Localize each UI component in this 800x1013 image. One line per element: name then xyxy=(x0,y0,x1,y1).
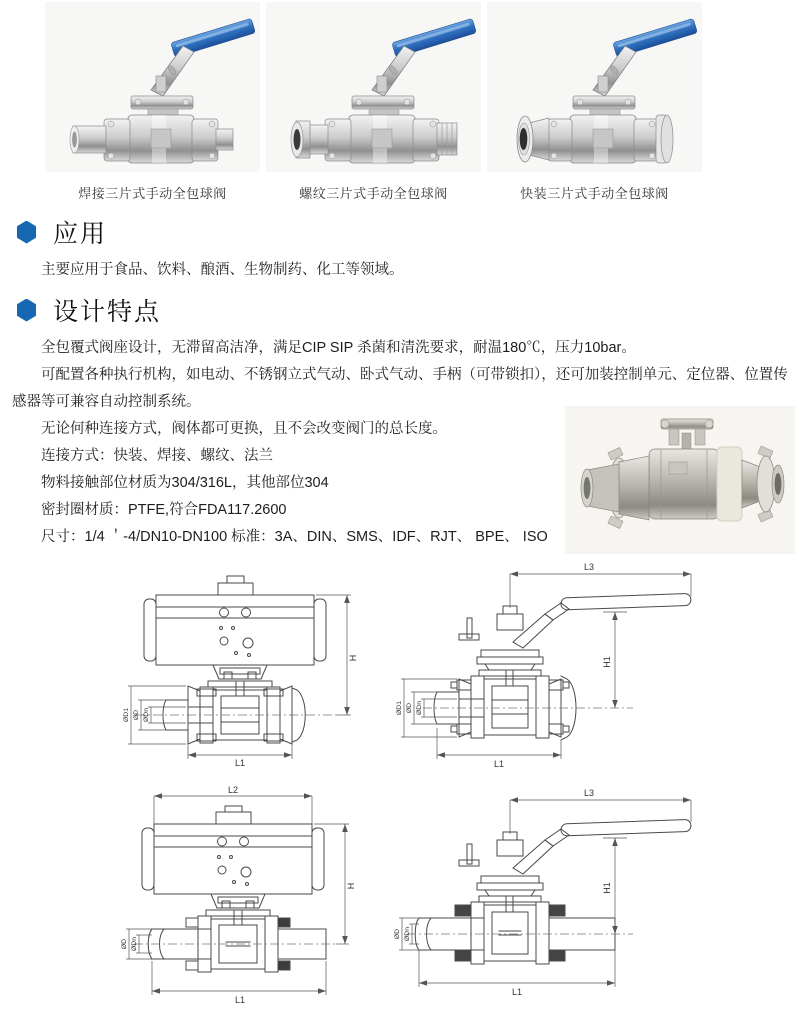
dim-label-dn: ØDn xyxy=(416,701,423,715)
dim-label-h1: H1 xyxy=(602,882,612,894)
dimension-L1 xyxy=(437,728,561,769)
product-clamp-valve xyxy=(487,2,702,202)
product-photo-row xyxy=(45,2,702,202)
application-text: 主要应用于食品、饮料、酿酒、生物制药、化工等领域。 xyxy=(41,262,404,278)
ptfe-seal-ring xyxy=(717,447,742,521)
dim-label-l3: L3 xyxy=(583,562,595,572)
dim-label-d: ØD xyxy=(406,702,413,714)
dimension-L1 xyxy=(152,961,326,1005)
dim-label-d: ØD xyxy=(394,928,401,940)
clamp-valve-photo xyxy=(487,2,702,172)
dimension-L2 xyxy=(154,785,312,830)
valve-body xyxy=(434,650,576,740)
dim-label-l2: L2 xyxy=(227,785,239,795)
dimension-H xyxy=(314,824,356,944)
handle xyxy=(459,593,691,648)
weld-valve-photo xyxy=(45,2,260,172)
valve-body xyxy=(104,115,218,163)
product-thread-valve xyxy=(266,2,481,202)
section-title: 应用 xyxy=(53,220,108,248)
valve-body xyxy=(415,876,615,964)
drawing-pneumatic-weld xyxy=(118,784,358,1006)
design-paragraph: 连接方式：快装、焊接、螺纹、法兰 xyxy=(41,448,273,464)
dim-label-l1: L1 xyxy=(234,995,246,1005)
dimension-H1 xyxy=(602,612,627,708)
dim-label-l1: L1 xyxy=(493,759,505,769)
valve-body xyxy=(325,115,439,163)
dim-label-d1: ØD1 xyxy=(123,708,130,722)
drawing-pneumatic-clamp xyxy=(120,562,360,768)
dim-label-dn: ØDn xyxy=(143,708,150,722)
design-paragraph: 尺寸：1/4 ＇-4/DN10-DN100 标准：3A、DIN、SMS、IDF、RJT、 BPE、 ISO xyxy=(41,529,548,545)
hexagon-bullet-icon xyxy=(17,221,36,244)
drawing-manual-clamp xyxy=(393,558,705,772)
design-paragraph: 全包覆式阀座设计，无滞留高洁净，满足CIP SIP 杀菌和清洗要求，耐温180℃，压力10bar。 xyxy=(41,340,636,356)
dim-label-h: H xyxy=(346,882,356,890)
dim-label-d: ØD xyxy=(121,938,128,950)
design-paragraph: 可配置各种执行机构，如电动、不锈钢立式气动、卧式气动、手柄（可带锁扣），还可加装控制单元、定位器、位置传感器等可兼容自动控制系统。 xyxy=(12,367,788,410)
dim-label-l3: L3 xyxy=(583,788,595,798)
design-paragraph: 物料接触部位材质为304/316L，其他部位304 xyxy=(41,475,329,491)
dim-label-l1: L1 xyxy=(234,758,246,768)
product-label: 螺纹三片式手动全包球阀 xyxy=(299,186,448,201)
actuator xyxy=(142,806,324,908)
product-label: 快装三片式手动全包球阀 xyxy=(520,186,669,201)
dimension-L3 xyxy=(510,788,691,834)
design-paragraph: 无论何种连接方式，阀体都可更换，且不会改变阀门的总长度。 xyxy=(41,421,447,437)
dim-label-d1: ØD1 xyxy=(396,701,403,715)
valve-body xyxy=(148,910,326,972)
drawing-manual-weld xyxy=(393,784,705,1008)
product-weld-valve xyxy=(45,2,260,202)
dimension-L1 xyxy=(419,950,615,997)
dim-label-dn: ØDn xyxy=(131,937,138,951)
product-label: 焊接三片式手动全包球阀 xyxy=(78,186,227,201)
dim-label-dn: ØDn xyxy=(404,927,411,941)
dim-label-h1: H1 xyxy=(602,656,612,668)
section-application xyxy=(0,216,800,284)
dimension-H xyxy=(316,595,358,715)
dimension-L1 xyxy=(188,744,292,768)
design-paragraph: 密封圈材质：PTFE,符合FDA117.2600 xyxy=(41,502,287,518)
actuator xyxy=(144,576,326,679)
valve-body xyxy=(548,115,658,163)
disassembled-valve-photo xyxy=(565,406,795,554)
dimension-L3 xyxy=(510,562,691,608)
hexagon-bullet-icon xyxy=(17,299,36,322)
dim-label-h: H xyxy=(348,654,358,662)
center-body xyxy=(649,449,719,519)
valve-body xyxy=(163,681,305,744)
handle xyxy=(459,819,691,874)
thread-valve-photo xyxy=(266,2,481,172)
dim-label-l1: L1 xyxy=(511,987,523,997)
dim-label-d: ØD xyxy=(133,709,140,721)
section-title: 设计特点 xyxy=(53,298,162,326)
